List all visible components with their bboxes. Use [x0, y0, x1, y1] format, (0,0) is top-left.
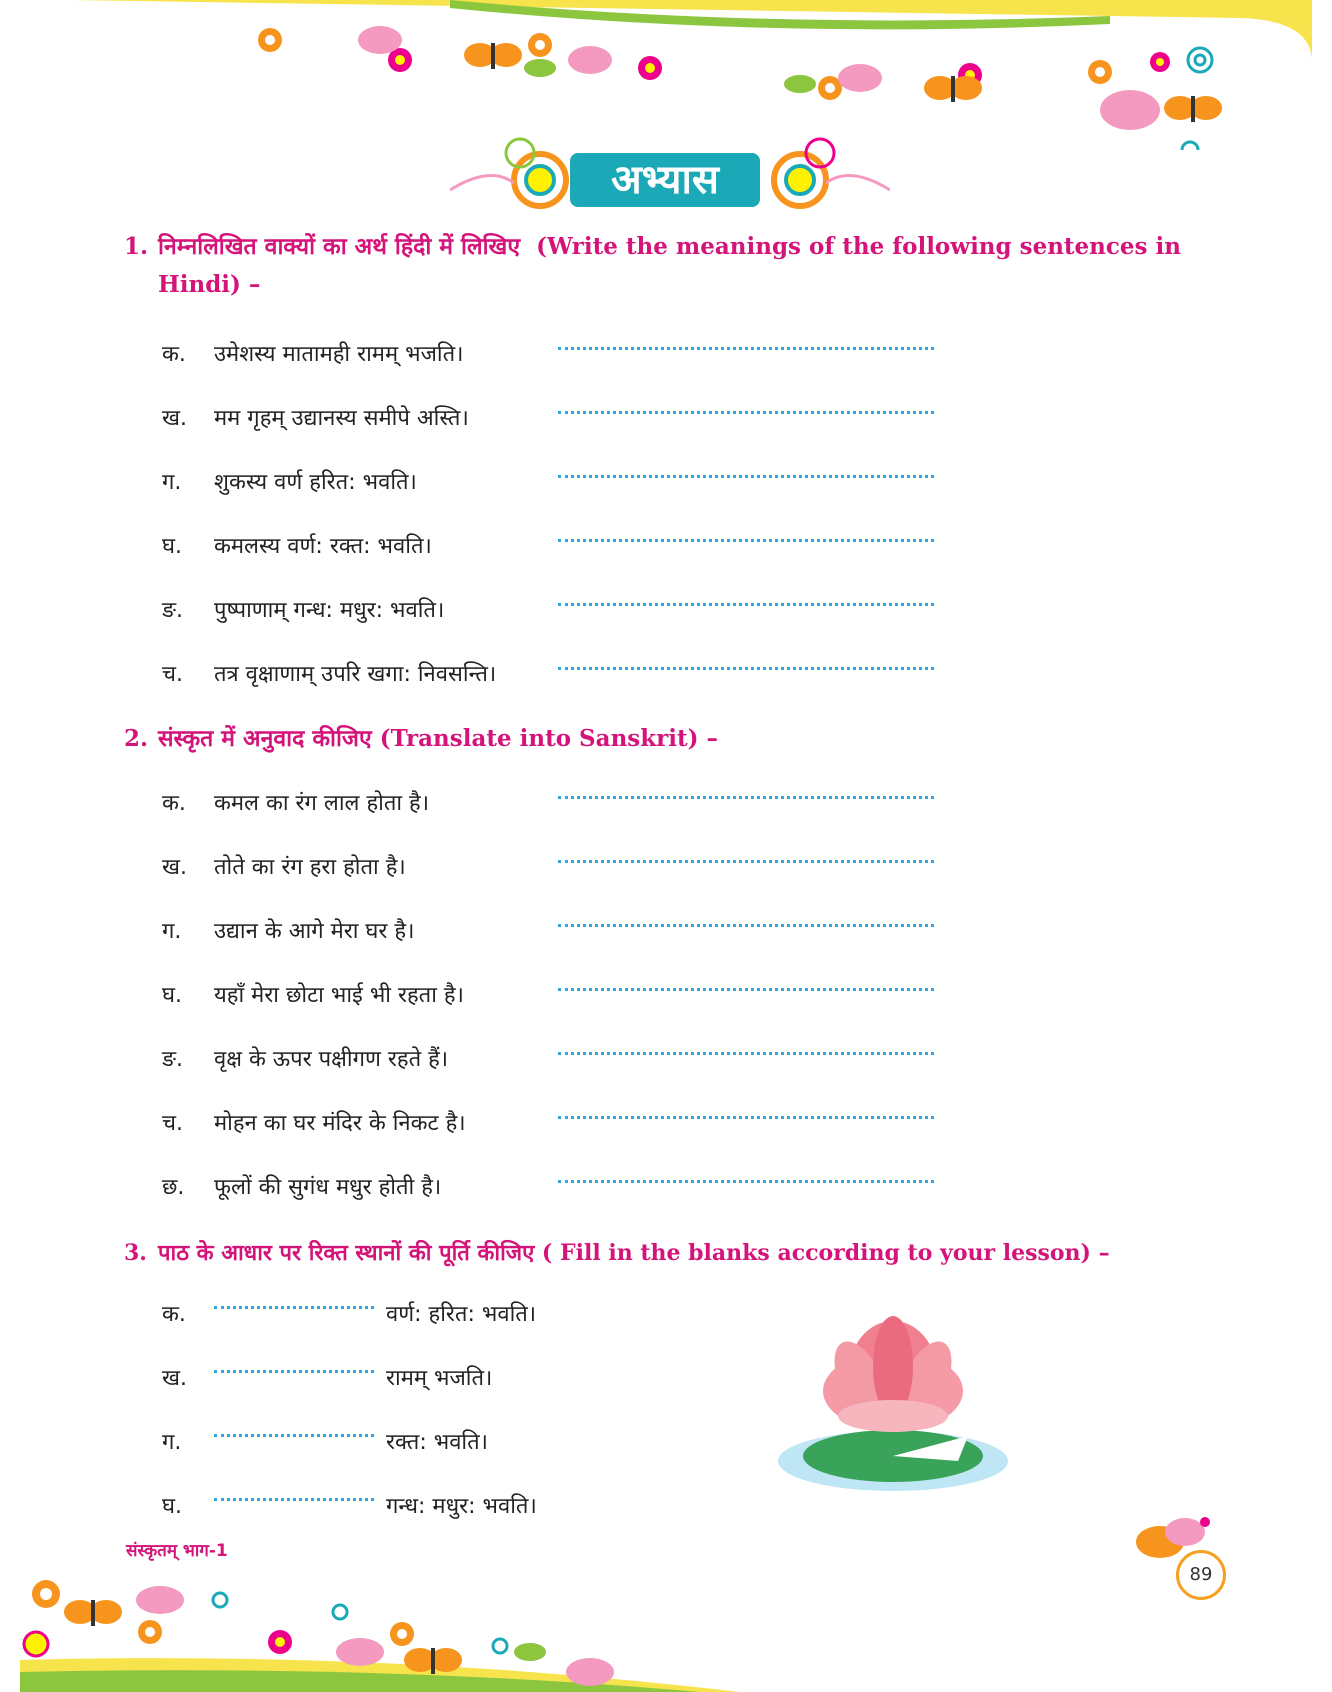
blank-line[interactable]: [214, 1434, 374, 1437]
answer-line[interactable]: [558, 796, 934, 799]
item-text: वृक्ष के ऊपर पक्षीगण रहते हैं।: [214, 1047, 449, 1072]
answer-line[interactable]: [558, 475, 934, 478]
item-label: क.: [162, 1302, 186, 1327]
item-label: ग.: [162, 1430, 182, 1455]
top-decorative-border: [70, 0, 1312, 150]
item-text: कमलस्य वर्ण: रक्त: भवति।: [214, 534, 432, 559]
blank-line[interactable]: [214, 1306, 374, 1309]
lotus-illustration: [768, 1286, 1018, 1496]
item-label: घ.: [162, 1494, 182, 1519]
question-1-heading: [124, 228, 1214, 304]
answer-line[interactable]: [558, 1180, 934, 1183]
answer-line[interactable]: [558, 988, 934, 991]
flower-icon: [390, 1622, 414, 1646]
item-label: ङ.: [162, 598, 184, 623]
flower-icon: [32, 1580, 60, 1608]
question-number: 2.: [124, 725, 149, 752]
item-text: रामम् भजति।: [386, 1366, 493, 1391]
item-text: पुष्पाणाम् गन्ध: मधुर: भवति।: [214, 598, 445, 623]
answer-line[interactable]: [558, 860, 934, 863]
flower-icon: [638, 56, 662, 80]
item-label: ङ.: [162, 1047, 184, 1072]
question-number: 3.: [124, 1240, 147, 1266]
butterfly-icon: [924, 76, 982, 102]
flower-icon: [24, 1632, 48, 1656]
answer-line[interactable]: [558, 924, 934, 927]
answer-line[interactable]: [558, 411, 934, 414]
bottom-decorative-border: [0, 1560, 760, 1692]
item-label: ग.: [162, 470, 182, 495]
flower-icon: [258, 28, 282, 52]
blank-line[interactable]: [214, 1370, 374, 1373]
item-text: रक्त: भवति।: [386, 1430, 489, 1455]
item-label: घ.: [162, 983, 182, 1008]
item-label: ख.: [162, 1366, 187, 1391]
item-text: फूलों की सुगंध मधुर होती है।: [214, 1175, 442, 1200]
item-text: उमेशस्य मातामही रामम् भजति।: [214, 342, 464, 367]
question-1-instruction-en-cont: Hindi) –: [158, 271, 261, 298]
answer-line[interactable]: [558, 539, 934, 542]
item-label: ख.: [162, 855, 187, 880]
item-label: ख.: [162, 406, 187, 431]
butterfly-icon: [64, 1600, 122, 1626]
flower-icon: [138, 1620, 162, 1644]
butterfly-icon: [464, 43, 522, 69]
flower-icon: [1150, 52, 1170, 72]
page-number: 89: [1176, 1550, 1226, 1600]
question-number: 1.: [124, 233, 149, 260]
flower-icon: [1088, 60, 1112, 84]
item-text: मम गृहम् उद्यानस्य समीपे अस्ति।: [214, 406, 469, 431]
question-3-heading: [124, 1234, 1244, 1272]
flower-icon: [268, 1630, 292, 1654]
item-text: तत्र वृक्षाणाम् उपरि खगा: निवसन्ति।: [214, 662, 497, 687]
item-text: शुकस्य वर्ण हरित: भवति।: [214, 470, 417, 495]
question-2-instruction: संस्कृत में अनुवाद कीजिए (Translate into Sanskrit) –: [158, 725, 719, 752]
butterfly-icon: [1164, 96, 1222, 122]
answer-line[interactable]: [558, 1116, 934, 1119]
leaf-icon: [524, 59, 816, 93]
question-3-instruction: पाठ के आधार पर रिक्त स्थानों की पूर्ति कीजिए ( Fill in the blanks according to your lesson) –: [158, 1240, 1110, 1266]
item-text: उद्यान के आगे मेरा घर है।: [214, 919, 415, 944]
answer-line[interactable]: [558, 603, 934, 606]
item-text: गन्ध: मधुर: भवति।: [386, 1494, 537, 1519]
item-label: छ.: [162, 1175, 185, 1200]
item-text: यहाँ मेरा छोटा भाई भी रहता है।: [214, 983, 464, 1008]
blank-line[interactable]: [214, 1498, 374, 1501]
item-text: कमल का रंग लाल होता है।: [214, 791, 430, 816]
item-text: मोहन का घर मंदिर के निकट है।: [214, 1111, 466, 1136]
item-label: क.: [162, 342, 186, 367]
question-1-instruction: निम्नलिखित वाक्यों का अर्थ हिंदी में लिखिए: [158, 233, 521, 260]
item-label: च.: [162, 1111, 183, 1136]
pink-heart-flower-icon: [358, 26, 1160, 130]
butterfly-icon: [404, 1648, 462, 1674]
book-title: संस्कृतम् भाग-1: [126, 1541, 228, 1561]
answer-line[interactable]: [558, 667, 934, 670]
exercise-title-banner: [450, 135, 890, 225]
item-label: क.: [162, 791, 186, 816]
leaf-icon: [514, 1643, 546, 1661]
question-2-heading: [124, 720, 1214, 758]
item-label: घ.: [162, 534, 182, 559]
question-1-instruction-en: (Write the meanings of the following sentences in: [536, 233, 1181, 260]
answer-line[interactable]: [558, 1052, 934, 1055]
answer-line[interactable]: [558, 347, 934, 350]
item-text: वर्ण: हरित: भवति।: [386, 1302, 537, 1327]
item-label: च.: [162, 662, 183, 687]
item-label: ग.: [162, 919, 182, 944]
flower-icon: [528, 33, 552, 57]
yellow-wave: [70, 0, 1312, 60]
page-title: अभ्यास: [570, 153, 760, 207]
item-text: तोते का रंग हरा होता है।: [214, 855, 406, 880]
